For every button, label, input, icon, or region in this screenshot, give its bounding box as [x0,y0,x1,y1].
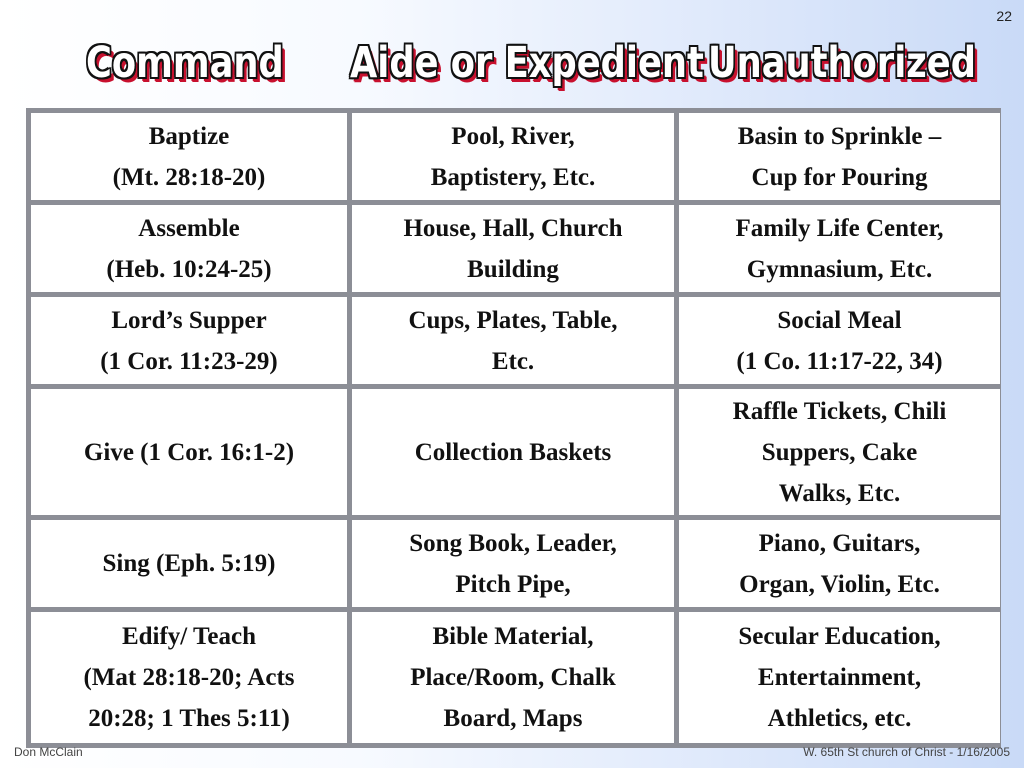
table-cell-unauthorized [679,389,1000,515]
table-cell-aide [352,113,674,200]
header-aide-or-expedient: Aide or Expedient [350,38,704,88]
table-cell-aide [352,297,674,384]
cell-line: Etc. [491,347,535,375]
cell-line: Pool, River, [451,122,575,150]
cell-text [100,300,278,382]
cell-line: Place/Room, Chalk [410,664,616,691]
table-cell-aide [352,520,674,607]
cell-line: Building [467,255,559,283]
cell-line: Baptistery, Etc. [430,163,596,191]
cell-line: (Mt. 28:18-20) [112,163,266,191]
cell-text [409,523,616,605]
cell-text [733,391,947,514]
cell-line: (1 Co. 11:17-22, 34) [736,347,943,375]
cell-text [84,432,294,473]
table-cell-aide [352,612,674,743]
table-cell-command [31,113,347,200]
table-cell-aide [352,389,674,515]
cell-line: Suppers, Cake [761,438,918,466]
cell-text [106,208,271,290]
cell-line: Assemble [138,214,240,242]
table-cell-unauthorized [679,205,1000,292]
table-cell-unauthorized [679,113,1000,200]
cell-line: Family Life Center, [735,214,944,242]
cell-text [415,432,612,473]
footer-congregation-date: W. 65th St church of Christ - 1/16/2005 [803,745,1010,759]
cell-text [403,208,622,290]
table-cell-command [31,612,347,743]
cell-text [735,208,943,290]
table-cell-command [31,205,347,292]
cell-line: Social Meal [777,306,902,334]
cell-line: Cup for Pouring [751,163,928,191]
cell-line: Walks, Etc. [778,479,901,507]
cell-line: Gymnasium, Etc. [746,255,933,283]
cell-line: Baptize [148,122,230,150]
cell-text [738,116,942,198]
footer-author: Don McClain [14,745,83,759]
cell-text [431,116,596,198]
cell-line: Board, Maps [443,705,583,732]
cell-line: Secular Education, [738,623,941,650]
cell-text [410,616,616,739]
table-cell-unauthorized [679,520,1000,607]
cell-line: Piano, Guitars, [758,529,921,557]
cell-line: (1 Cor. 11:23-29) [100,347,278,375]
cell-text [113,116,266,198]
cell-line: Lord’s Supper [111,306,267,334]
header-unauthorized: Unauthorized [708,38,976,88]
table-cell-command [31,520,347,607]
cell-text [83,616,294,739]
cell-line: Bible Material, [432,623,594,650]
cell-line: (Heb. 10:24-25) [106,255,272,283]
cell-line: Cups, Plates, Table, [408,306,618,334]
cell-line: Collection Baskets [414,438,612,466]
table-cell-unauthorized [679,297,1000,384]
cell-text [738,616,940,739]
cell-line: Entertainment, [757,664,922,691]
table-cell-command [31,389,347,515]
table-cell-aide [352,205,674,292]
cell-line: Organ, Violin, Etc. [739,570,940,598]
cell-line: 20:28; 1 Thes 5:11) [88,705,290,732]
cell-line: Sing (Eph. 5:19) [102,550,276,577]
cell-line: Pitch Pipe, [455,570,571,598]
header-command: Command [86,38,284,88]
cell-text [103,543,276,584]
cell-line: Basin to Sprinkle – [737,122,942,150]
cell-text [408,300,617,382]
cell-line: House, Hall, Church [403,214,623,242]
cell-text [739,523,940,605]
cell-line: Athletics, etc. [767,705,912,732]
slide-number: 22 [996,8,1012,24]
cell-line: Song Book, Leader, [409,529,617,557]
cell-line: Raffle Tickets, Chili [732,397,947,425]
cell-line: Give (1 Cor. 16:1-2) [83,438,295,466]
comparison-table [26,108,1001,748]
cell-line: (Mat 28:18-20; Acts [83,664,295,691]
table-cell-unauthorized [679,612,1000,743]
cell-line: Edify/ Teach [121,623,257,650]
cell-text [736,300,942,382]
table-cell-command [31,297,347,384]
